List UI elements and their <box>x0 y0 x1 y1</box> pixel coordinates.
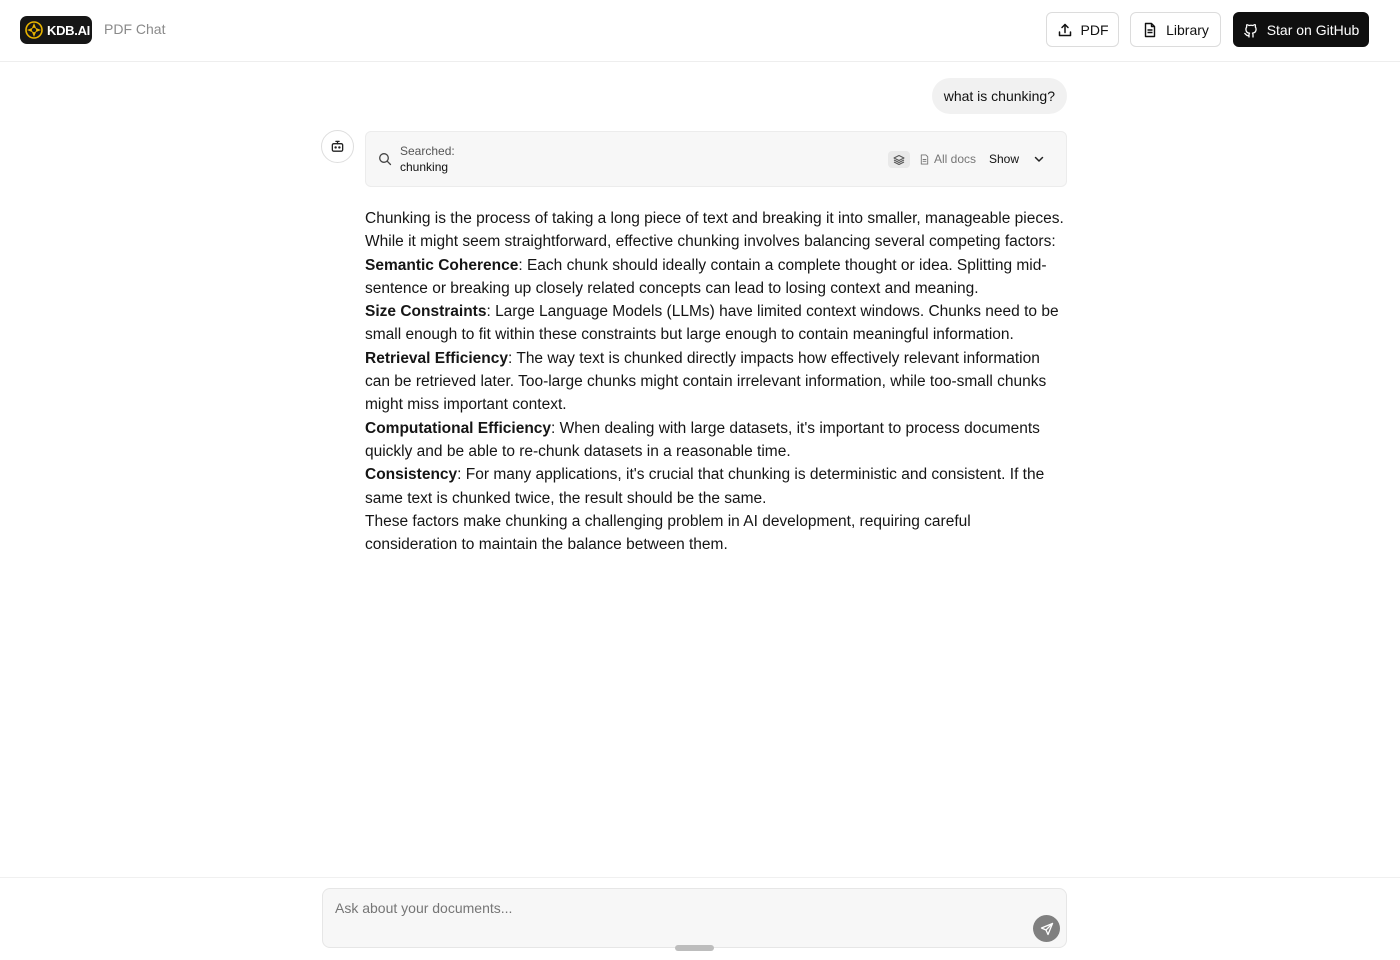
show-sources-button[interactable]: Show <box>989 152 1020 166</box>
scope-label: All docs <box>934 152 977 166</box>
searched-term: chunking <box>400 160 449 174</box>
top-bar <box>0 0 1400 62</box>
footer-divider <box>0 877 1400 878</box>
answer-factor <box>365 417 1067 464</box>
factor-text: : Large Language Models (LLMs) have limited context windows. Chunks need to be small enough to fit within these constraints but large enough to contain meaningful information. <box>365 303 1059 344</box>
layers-chip <box>888 151 910 168</box>
star-on-github-button[interactable] <box>1233 12 1369 47</box>
answer-factor <box>365 300 1067 347</box>
upload-pdf-label: PDF <box>1080 21 1109 38</box>
logo-text: KDB.AI <box>47 22 90 38</box>
factor-text: : When dealing with large datasets, it's important to process documents quickly and be able to re-chunk datasets in a reasonable time. <box>365 419 1040 460</box>
document-icon <box>919 154 930 165</box>
factor-term: Retrieval Efficiency <box>365 349 509 367</box>
chat-composer <box>322 888 1067 948</box>
factor-term: Size Constraints <box>365 303 487 321</box>
factor-text: : The way text is chunked directly impacts how effectively relevant information can be retrieved later. Too-large chunks might contain irrelevant information, while too-small chunks might miss important context. <box>365 349 1047 414</box>
search-icon <box>378 152 392 166</box>
message-input[interactable] <box>323 889 1066 947</box>
upload-icon <box>1057 22 1073 38</box>
github-icon <box>1243 22 1259 38</box>
library-button[interactable] <box>1130 12 1221 47</box>
assistant-answer <box>365 207 1067 556</box>
github-label: Star on GitHub <box>1266 21 1360 38</box>
answer-factor <box>365 254 1067 301</box>
assistant-avatar <box>321 130 354 163</box>
user-message-bubble <box>932 78 1067 114</box>
user-message-text: what is chunking? <box>943 88 1055 104</box>
resize-handle[interactable] <box>675 945 714 951</box>
search-result-card <box>365 131 1067 187</box>
upload-pdf-button[interactable] <box>1046 12 1119 47</box>
app-name: PDF Chat <box>104 21 166 37</box>
answer-factor <box>365 347 1067 417</box>
answer-conclusion: These factors make chunking a challenging problem in AI development, requiring careful consideration to maintain the balance between them. <box>365 512 971 554</box>
layers-icon <box>893 154 905 166</box>
scope-all-docs <box>919 152 976 166</box>
factor-term: Consistency <box>365 466 458 484</box>
kdb-logo-icon <box>24 20 44 40</box>
send-button[interactable] <box>1033 915 1060 942</box>
factor-term: Computational Efficiency <box>365 419 552 437</box>
factor-text: : Each chunk should ideally contain a complete thought or idea. Splitting mid-sentence or breaking up closely related concepts can lead to losing context and meaning. <box>365 256 1047 297</box>
send-icon <box>1040 922 1054 936</box>
factor-text: : For many applications, it's crucial that chunking is deterministic and consistent. If the same text is chunked twice, the result should be the same. <box>365 466 1045 507</box>
bot-icon <box>330 139 345 154</box>
answer-factor <box>365 463 1067 510</box>
kdb-logo[interactable] <box>20 16 92 44</box>
factor-term: Semantic Coherence <box>365 256 519 274</box>
answer-intro: Chunking is the process of taking a long piece of text and breaking it into smaller, manageable pieces. While it might seem straightforward, effective chunking involves balancing several competing factors: <box>365 210 1064 251</box>
library-label: Library <box>1166 21 1209 38</box>
searched-label: Searched: <box>400 144 455 158</box>
document-icon <box>1142 22 1158 38</box>
chevron-down-icon[interactable] <box>1032 152 1046 166</box>
